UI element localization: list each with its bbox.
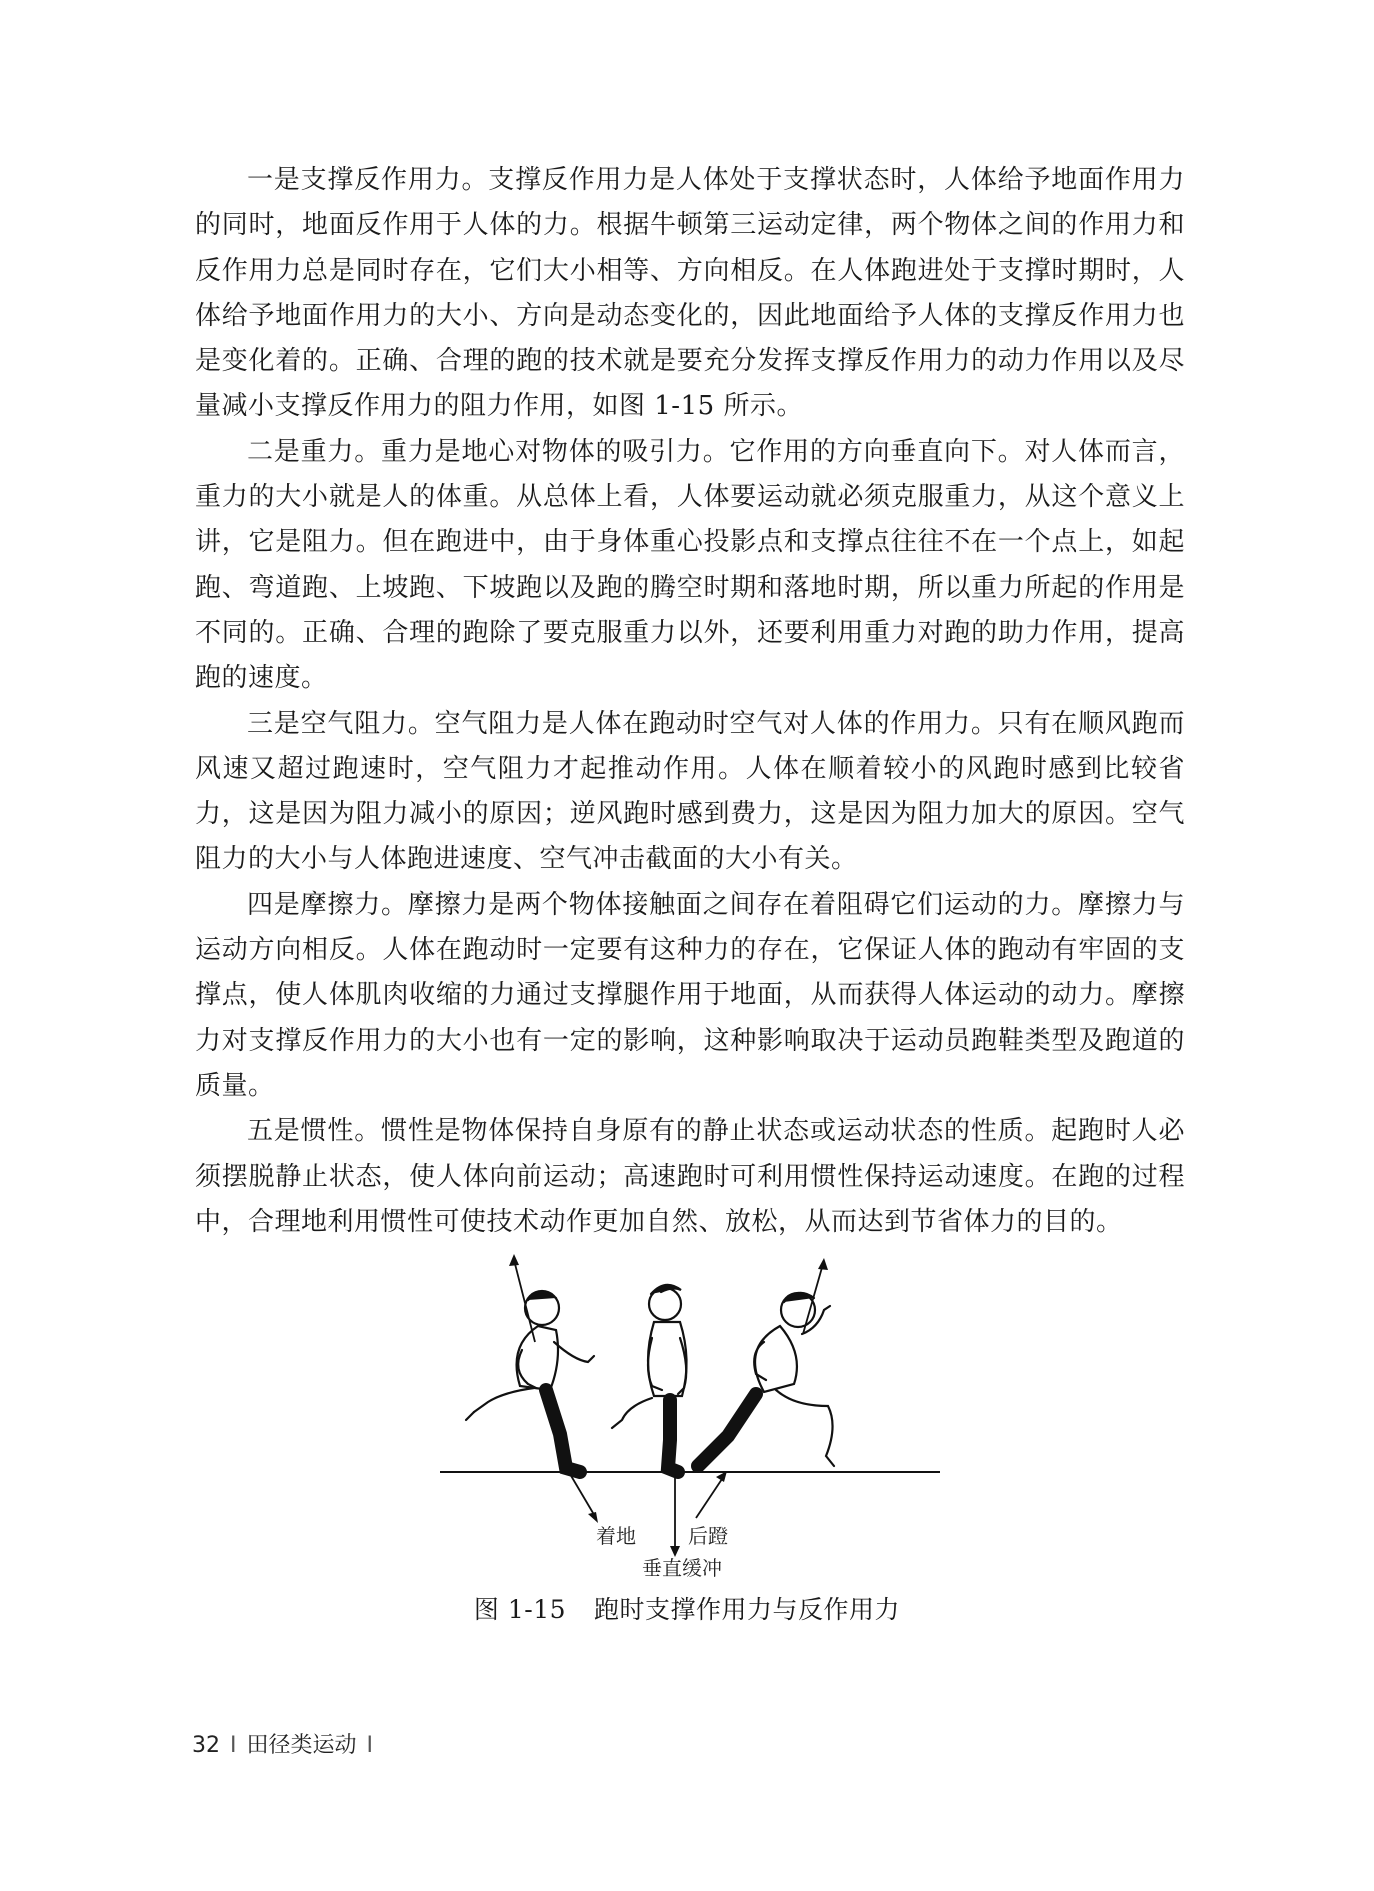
- page-number: 32: [192, 1733, 220, 1758]
- book-title: 田径类运动: [246, 1733, 357, 1758]
- paragraph-gravity: 二是重力。重力是地心对物体的吸引力。它作用的方向垂直向下。对人体而言，重力的大小就是人的体重。从总体上看，人体要运动就必须克服重力，从这个意义上讲，它是阻力。但在跑进中，由于身体重心投影点和支撑点往往不在一个点上，如起跑、弯道跑、上坡跑、下坡跑以及跑的腾空时期和落地时期，所以重力所起的作用是不同的。正确、合理的跑除了要克服重力以外，还要利用重力对跑的助力作用，提高跑的速度。: [195, 436, 1185, 694]
- body-text: [195, 158, 1185, 1245]
- runner-vertical-buffer: [612, 1285, 687, 1472]
- paragraph-support-reaction: 一是支撑反作用力。支撑反作用力是人体处于支撑状态时，人体给予地面作用力的同时，地面反作用于人体的力。根据牛顿第三运动定律，两个物体之间的作用力和反作用力总是同时存在，它们大小相等、方向相反。在人体跑进处于支撑时期时，人体给予地面作用力的大小、方向是动态变化的，因此地面给予人体的支撑反作用力也是变化着的。正确、合理的跑的技术就是要充分发挥支撑反作用力的动力作用以及尽量减小支撑反作用力的阻力作用，如图 1-15 所示。: [195, 165, 1185, 422]
- paragraph-friction: 四是摩擦力。摩擦力是两个物体接触面之间存在着阻碍它们运动的力。摩擦力与运动方向相反。人体在跑动时一定要有这种力的存在，它保证人体的跑动有牢固的支撑点，使人体肌肉收缩的力通过支撑腿作用于地面，从而获得人体运动的动力。摩擦力对支撑反作用力的大小也有一定的影响，这种影响取决于运动员跑鞋类型及跑道的质量。: [195, 889, 1185, 1101]
- page-footer: [192, 1728, 383, 1759]
- figure-caption: [0, 1590, 1374, 1626]
- running-force-figure: [430, 1230, 950, 1590]
- paragraph-air-resistance: 三是空气阻力。空气阻力是人体在跑动时空气对人体的作用力。只有在顺风跑而风速又超过跑速时，空气阻力才起推动作用。人体在顺着较小的风跑时感到比较省力，这是因为阻力减小的原因；逆风跑时感到费力，这是因为阻力加大的原因。空气阻力的大小与人体跑进速度、空气冲击截面的大小有关。: [195, 708, 1185, 875]
- footer-trailing-separator: I: [366, 1733, 374, 1758]
- figure-caption-text: 跑时支撑作用力与反作用力: [594, 1595, 901, 1624]
- label-push-off: 后蹬: [688, 1524, 728, 1548]
- label-vertical-buffer: 垂直缓冲: [642, 1556, 722, 1580]
- runner-landing: [466, 1291, 594, 1472]
- footer-separator: I: [230, 1733, 237, 1758]
- label-landing: 着地: [596, 1524, 636, 1548]
- runner-push-off: [698, 1293, 834, 1466]
- paragraph-inertia: 五是惯性。惯性是物体保持自身原有的静止状态或运动状态的性质。起跑时人必须摆脱静止状态，使人体向前运动；高速跑时可利用惯性保持运动速度。在跑的过程中，合理地利用惯性可使技术动作更加自然、放松，从而达到节省体力的目的。: [195, 1116, 1185, 1237]
- figure-number: 图 1-15: [473, 1595, 567, 1624]
